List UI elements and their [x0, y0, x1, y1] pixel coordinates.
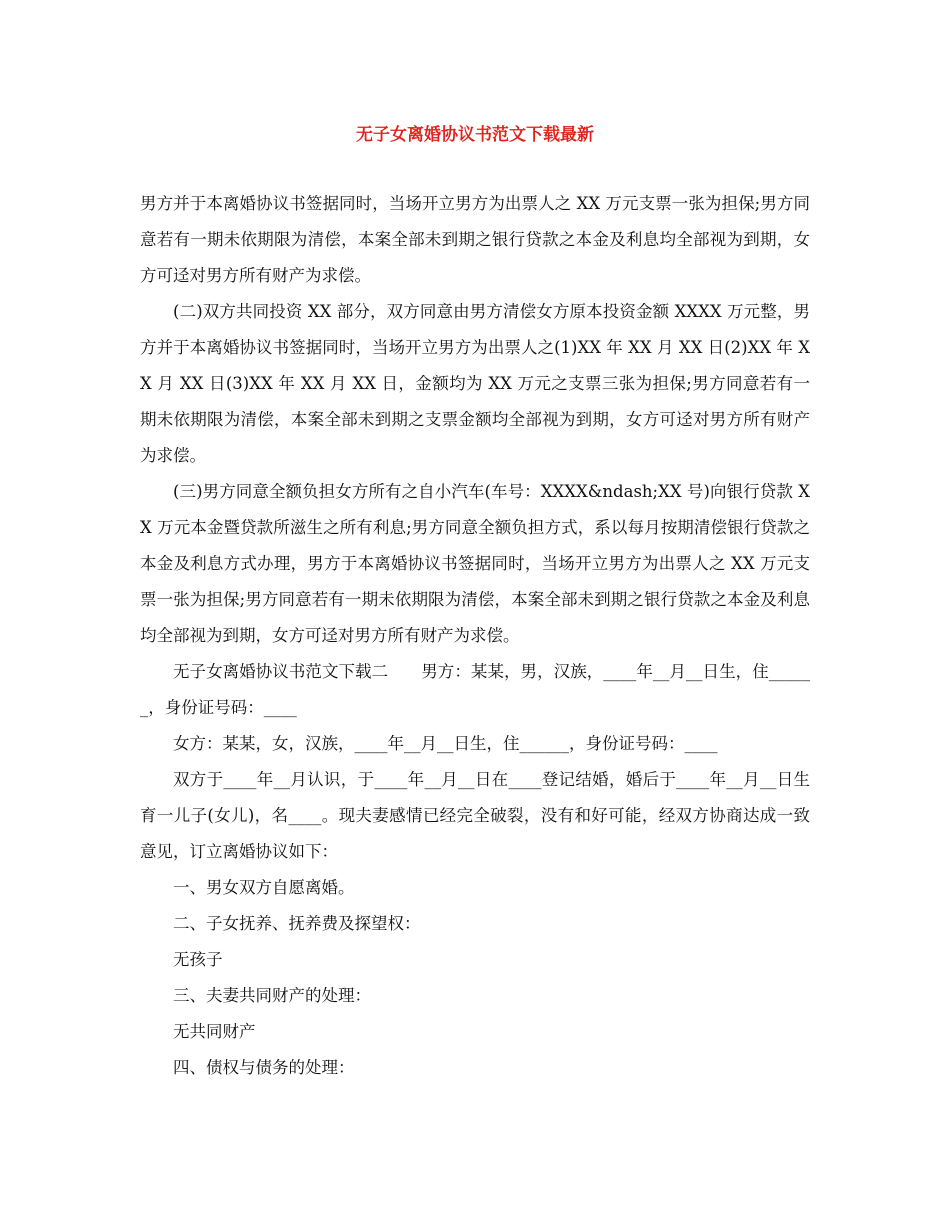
- paragraph-second-template-male-party: 无子女离婚协议书范文下载二 男方：某某，男，汉族，____年__月__日生，住______，身份证号码：____: [140, 662, 810, 717]
- paragraph-guarantee-check: 男方并于本离婚协议书签据同时，当场开立男方为出票人之 XX 万元支票一张为担保;男方同意若有一期未依期限为清偿，本案全部未到期之银行贷款之本金及利息均全部视为到期，女方可迳对男方所有财产为求偿。: [140, 194, 810, 285]
- clause-4-debts: 四、债权与债务的处理：: [173, 1058, 355, 1077]
- paragraph-joint-investment: (二)双方共同投资 XX 部分，双方同意由男方清偿女方原本投资金额 XXXX 万元整，男方并于本离婚协议书签据同时，当场开立男方为出票人之(1)XX 年 XX 月 XX 日(2)XX 年 XX 月 XX 日(3)XX 年 XX 月 XX 日，金额均为 XX 万元之支票三张为担保;男方同意若有一期未依期限为清偿，本案全部未到期之支票金额均全部视为到期，女方可迳对男方所有财产为求偿。: [140, 302, 810, 465]
- document-title: 无子女离婚协议书范文下载最新: [356, 125, 594, 145]
- paragraph-car-loan: (三)男方同意全额负担女方所有之自小汽车(车号：XXXX&ndash;XX 号)向银行贷款 XX 万元本金暨贷款所滋生之所有利息;男方同意全额负担方式，系以每月按期清偿银行贷款之本金及利息方式办理，男方于本离婚协议书签据同时，当场开立男方为出票人之 XX 万元支票一张为担保;男方同意若有一期未依期限为清偿，本案全部未到期之银行贷款之本金及利息均全部视为到期，女方可迳对男方所有财产为求偿。: [140, 482, 810, 645]
- paragraph-marriage-history: 双方于____年__月认识，于____年__月__日在____登记结婚，婚后于____年__月__日生育一儿子(女儿)，名____。现夫妻感情已经完全破裂，没有和好可能，经双方协商达成一致意见，订立离婚协议如下：: [140, 770, 811, 861]
- paragraph-female-party: 女方：某某，女，汉族，____年__月__日生，住______，身份证号码：____: [173, 734, 718, 753]
- clause-1-voluntary-divorce: 一、男女双方自愿离婚。: [173, 878, 355, 897]
- clause-2-child-custody: 二、子女抚养、抚养费及探望权：: [173, 914, 421, 933]
- clause-3-joint-property: 三、夫妻共同财产的处理：: [173, 986, 371, 1005]
- clause-2-content: 无孩子: [173, 950, 223, 969]
- clause-3-content: 无共同财产: [173, 1022, 256, 1041]
